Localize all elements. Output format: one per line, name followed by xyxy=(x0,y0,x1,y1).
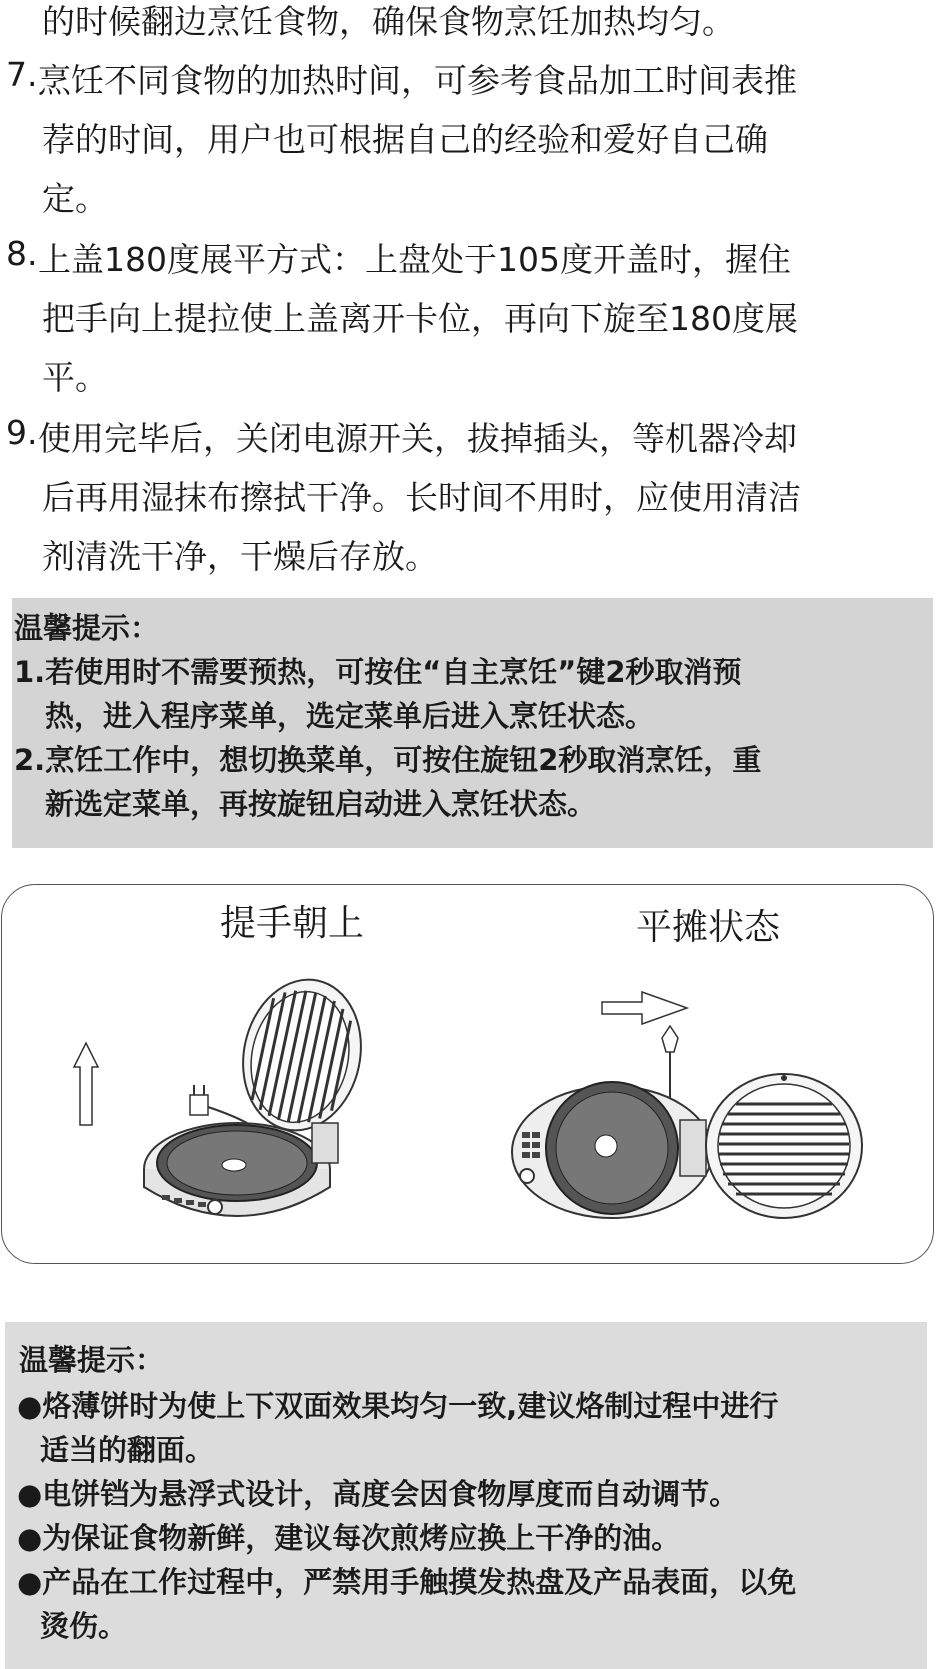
up-arrow-icon xyxy=(74,1043,98,1125)
tip2-bullet2: ●电饼铛为悬浮式设计，高度会因食物厚度而自动调节。 xyxy=(17,1477,739,1511)
tip2-bullet3: ●为保证食物新鲜，建议每次煎烤应换上干净的油。 xyxy=(17,1521,681,1555)
appliance-open-lid-illustration xyxy=(62,955,402,1255)
figure-label-handle-up: 提手朝上 xyxy=(220,903,365,944)
tip2-bullet1-line1: ●烙薄饼时为使上下双面效果均匀一致,建议烙制过程中进行 xyxy=(17,1389,779,1423)
step9-line3: 剂清洗干净，干燥后存放。 xyxy=(42,537,438,576)
step8-line2: 把手向上提拉使上盖离开卡位，再向下旋至180度展 xyxy=(42,299,798,338)
tip-box-1 xyxy=(12,598,933,848)
step8-line3: 平。 xyxy=(42,358,108,397)
tip2-bullet4-line2: 烫伤。 xyxy=(40,1609,128,1643)
tip1-item2-line2: 新选定菜单，再按旋钮启动进入烹饪状态。 xyxy=(45,787,597,821)
step8-line1: 上盖180度展平方式：上盘处于105度开盖时，握住 xyxy=(38,240,791,279)
step9-number: 9. xyxy=(6,413,38,452)
tip2-title: 温馨提示： xyxy=(19,1343,165,1377)
step6-continuation: 的时候翻边烹饪食物，确保食物烹饪加热均匀。 xyxy=(42,2,735,41)
step8-number: 8. xyxy=(6,234,38,273)
step9-line2: 后再用湿抹布擦拭干净。长时间不用时，应使用清洁 xyxy=(42,478,801,517)
tip2-bullet4-line1: ●产品在工作过程中，严禁用手触摸发热盘及产品表面，以免 xyxy=(17,1565,797,1599)
tip1-item1-line1: 1.若使用时不需要预热，可按住“自主烹饪”键2秒取消预 xyxy=(14,655,742,689)
step7-line3: 定。 xyxy=(42,179,108,218)
figure-label-flat-state: 平摊状态 xyxy=(636,907,781,948)
tip-box-2 xyxy=(5,1322,927,1669)
right-arrow-icon xyxy=(602,992,687,1024)
step7-number: 7. xyxy=(6,55,38,94)
illustration-frame xyxy=(1,884,934,1264)
tip1-title: 温馨提示： xyxy=(14,611,160,645)
tip1-item1-line2: 热，进入程序菜单，选定菜单后进入烹饪状态。 xyxy=(45,699,655,733)
appliance-flat-illustration xyxy=(502,980,922,1250)
instruction-steps xyxy=(0,0,936,580)
step7-line1: 烹饪不同食物的加热时间，可参考食品加工时间表推 xyxy=(38,61,797,100)
step9-line1: 使用完毕后，关闭电源开关，拔掉插头，等机器冷却 xyxy=(38,419,797,458)
step7-line2: 荐的时间，用户也可根据自己的经验和爱好自己确 xyxy=(42,120,768,159)
tip1-item2-line1: 2.烹饪工作中，想切换菜单，可按住旋钮2秒取消烹饪，重 xyxy=(14,743,762,777)
tip2-bullet1-line2: 适当的翻面。 xyxy=(40,1433,215,1467)
